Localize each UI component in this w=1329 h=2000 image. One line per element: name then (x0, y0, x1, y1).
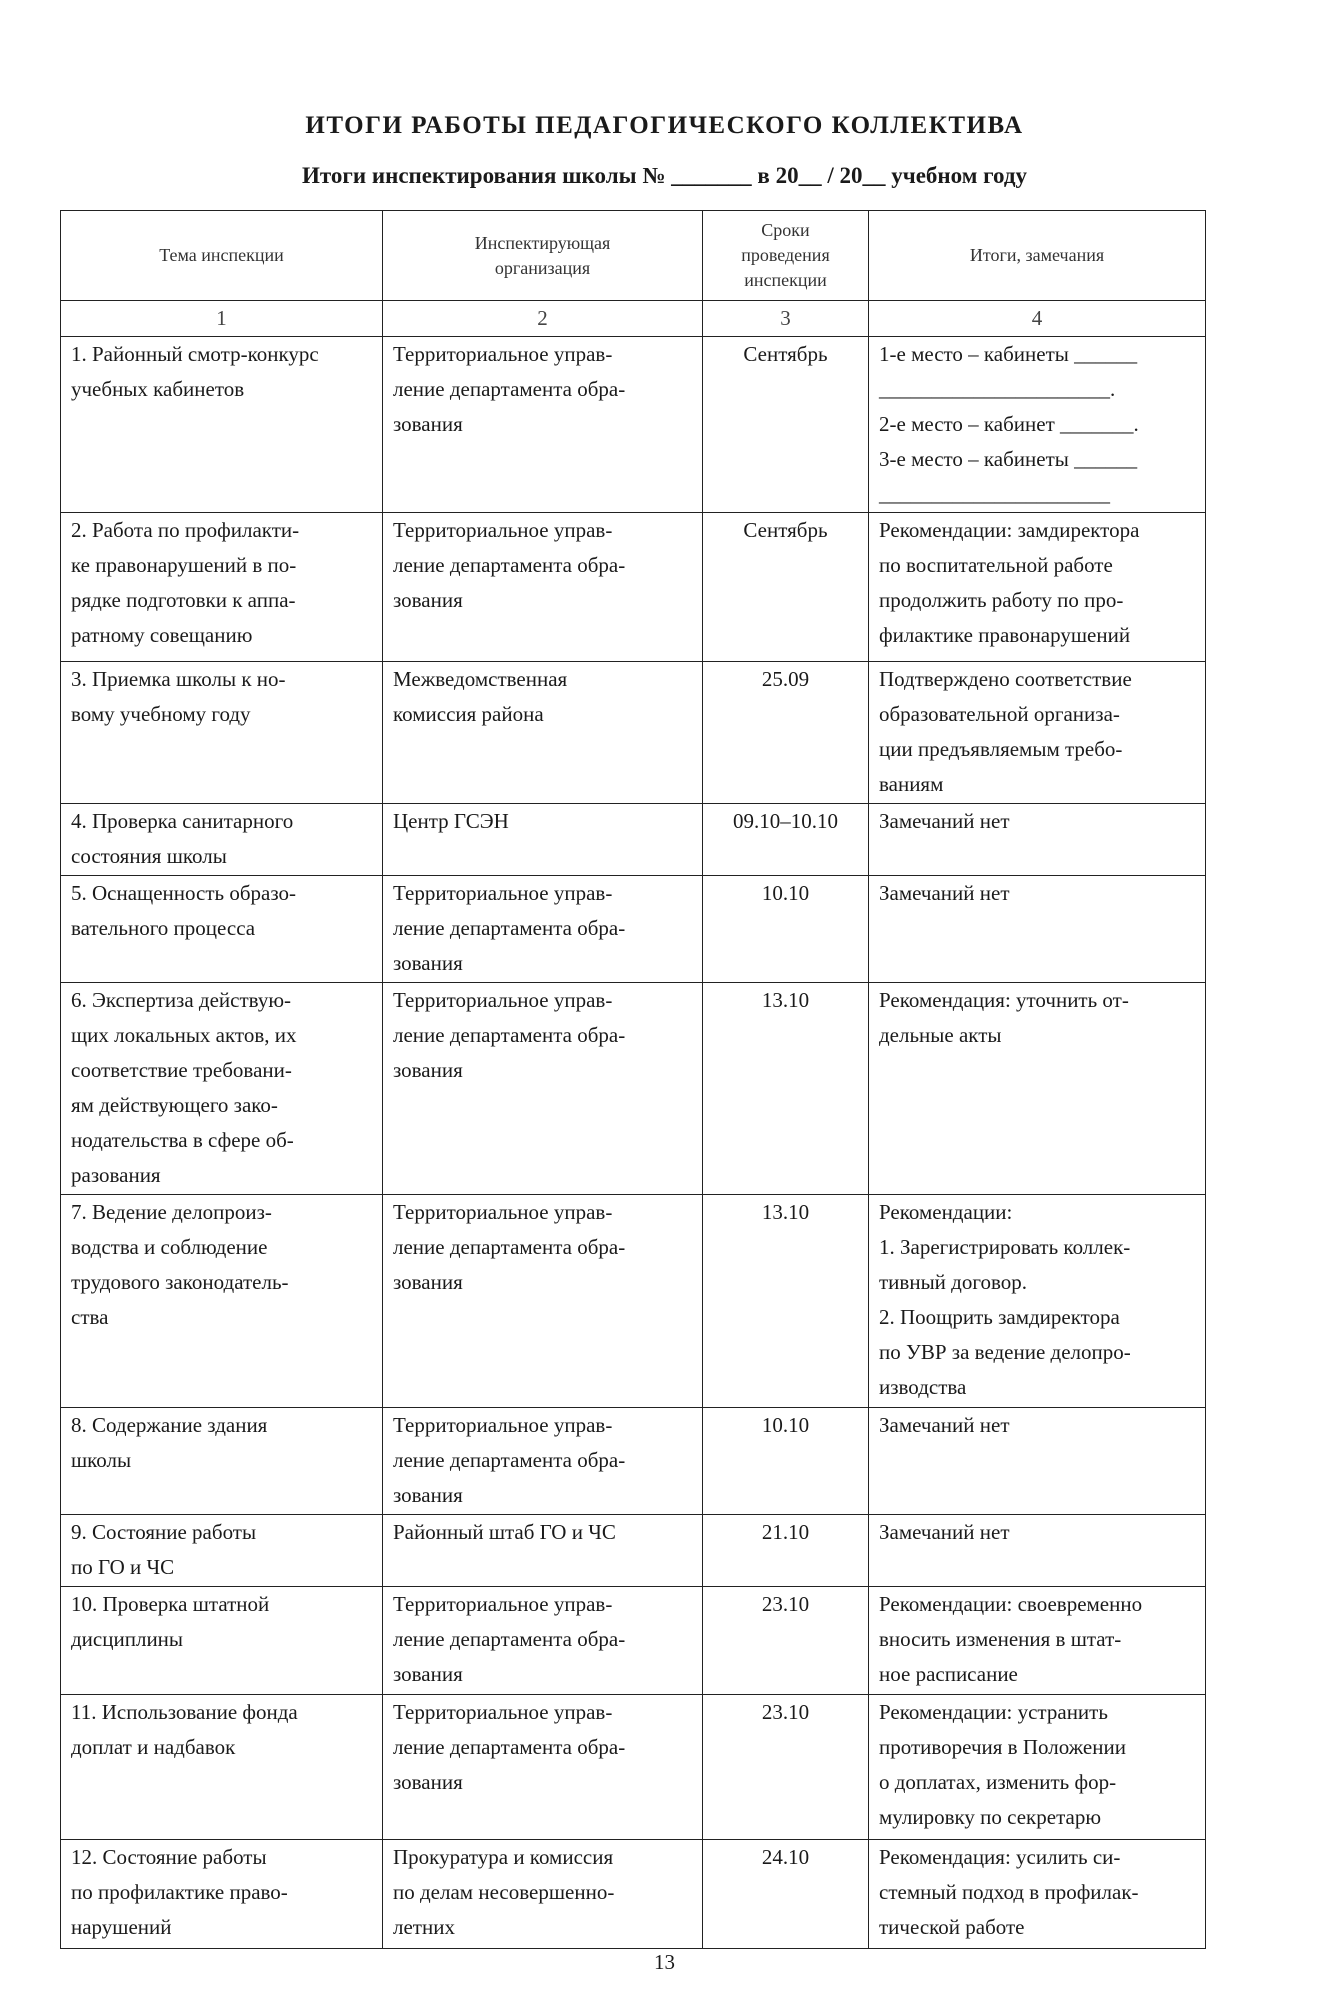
cell-dates: 13.10 (703, 1195, 869, 1408)
cell-topic: 9. Состояние работы по ГО и ЧС (61, 1515, 383, 1587)
inspection-results-table (60, 210, 1206, 1949)
cell-dates: 13.10 (703, 983, 869, 1195)
cell-topic: 4. Проверка санитарного состояния школы (61, 804, 383, 876)
cell-organization: Территориальное управ- ление департамента обра- зования (383, 983, 703, 1195)
cell-dates: 25.09 (703, 662, 869, 804)
cell-organization: Территориальное управ- ление департамента обра- зования (383, 876, 703, 983)
cell-results: Рекомендации: замдиректора по воспитательной работе продолжить работу по про- филактике правонарушений (869, 513, 1206, 662)
cell-dates: 10.10 (703, 1408, 869, 1515)
column-number: 4 (869, 301, 1206, 337)
cell-results: Рекомендации: своевременно вносить изменения в штат- ное расписание (869, 1587, 1206, 1695)
cell-topic: 11. Использование фонда доплат и надбавок (61, 1695, 383, 1840)
cell-topic: 8. Содержание здания школы (61, 1408, 383, 1515)
page-title: ИТОГИ РАБОТЫ ПЕДАГОГИЧЕСКОГО КОЛЛЕКТИВА (305, 112, 1024, 139)
cell-organization: Территориальное управ- ление департамента обра- зования (383, 1587, 703, 1695)
table-row (61, 1587, 1206, 1695)
table-row (61, 1195, 1206, 1408)
cell-organization: Территориальное управ- ление департамента обра- зования (383, 1695, 703, 1840)
table-row (61, 1840, 1206, 1949)
cell-topic: 10. Проверка штатной дисциплины (61, 1587, 383, 1695)
cell-dates: 23.10 (703, 1587, 869, 1695)
cell-results: Рекомендация: усилить си- стемный подход в профилак- тической работе (869, 1840, 1206, 1949)
cell-dates: Сентябрь (703, 513, 869, 662)
table-row (61, 876, 1206, 983)
cell-results: Замечаний нет (869, 804, 1206, 876)
table-row (61, 1515, 1206, 1587)
cell-organization: Межведомственная комиссия района (383, 662, 703, 804)
cell-dates: Сентябрь (703, 337, 869, 513)
cell-results: Рекомендации: 1. Зарегистрировать коллек- тивный договор. 2. Поощрить замдиректора по УВР за ведение делопро- изводства (869, 1195, 1206, 1408)
cell-topic: 6. Экспертиза действую- щих локальных актов, их соответствие требовани- ям действующего зако- нодательства в сфере об- разования (61, 983, 383, 1195)
table-header-row (61, 211, 1206, 301)
table-row (61, 983, 1206, 1195)
cell-results: Замечаний нет (869, 1515, 1206, 1587)
cell-topic: 1. Районный смотр-конкурс учебных кабинетов (61, 337, 383, 513)
header-results: Итоги, замечания (869, 211, 1206, 301)
cell-organization: Территориальное управ- ление департамента обра- зования (383, 513, 703, 662)
page-number: 13 (654, 1950, 675, 1974)
cell-dates: 21.10 (703, 1515, 869, 1587)
cell-results: Замечаний нет (869, 876, 1206, 983)
table-row (61, 337, 1206, 513)
column-number-row (61, 301, 1206, 337)
cell-topic: 5. Оснащенность образо- вательного процесса (61, 876, 383, 983)
cell-results: 1-е место – кабинеты ______ ______________________. 2-е место – кабинет _______. 3-е место – кабинеты ______ ______________________ (869, 337, 1206, 513)
table-row (61, 1408, 1206, 1515)
cell-topic: 2. Работа по профилакти- ке правонарушений в по- рядке подготовки к аппа- ратному совещанию (61, 513, 383, 662)
cell-organization: Районный штаб ГО и ЧС (383, 1515, 703, 1587)
column-number: 2 (383, 301, 703, 337)
table-row (61, 513, 1206, 662)
header-dates: Сроки проведения инспекции (703, 211, 869, 301)
cell-dates: 09.10–10.10 (703, 804, 869, 876)
cell-organization: Территориальное управ- ление департамента обра- зования (383, 1195, 703, 1408)
cell-organization: Территориальное управ- ление департамента обра- зования (383, 337, 703, 513)
cell-results: Рекомендация: уточнить от- дельные акты (869, 983, 1206, 1195)
cell-dates: 10.10 (703, 876, 869, 983)
cell-dates: 24.10 (703, 1840, 869, 1949)
column-number: 3 (703, 301, 869, 337)
cell-organization: Центр ГСЭН (383, 804, 703, 876)
cell-organization: Территориальное управ- ление департамента обра- зования (383, 1408, 703, 1515)
cell-results: Рекомендации: устранить противоречия в Положении о доплатах, изменить фор- мулировку по секретарю (869, 1695, 1206, 1840)
cell-topic: 12. Состояние работы по профилактике право- нарушений (61, 1840, 383, 1949)
table-row (61, 804, 1206, 876)
header-organization: Инспектирующая организация (383, 211, 703, 301)
table-row (61, 1695, 1206, 1840)
header-topic: Тема инспекции (61, 211, 383, 301)
table-row (61, 662, 1206, 804)
cell-results: Подтверждено соответствие образовательной организа- ции предъявляемым требо- ваниям (869, 662, 1206, 804)
column-number: 1 (61, 301, 383, 337)
cell-topic: 3. Приемка школы к но- вому учебному году (61, 662, 383, 804)
cell-dates: 23.10 (703, 1695, 869, 1840)
cell-results: Замечаний нет (869, 1408, 1206, 1515)
page-subtitle: Итоги инспектирования школы № _______ в 20__ / 20__ учебном году (302, 163, 1027, 188)
cell-organization: Прокуратура и комиссия по делам несовершенно- летних (383, 1840, 703, 1949)
cell-topic: 7. Ведение делопроиз- водства и соблюдение трудового законодатель- ства (61, 1195, 383, 1408)
